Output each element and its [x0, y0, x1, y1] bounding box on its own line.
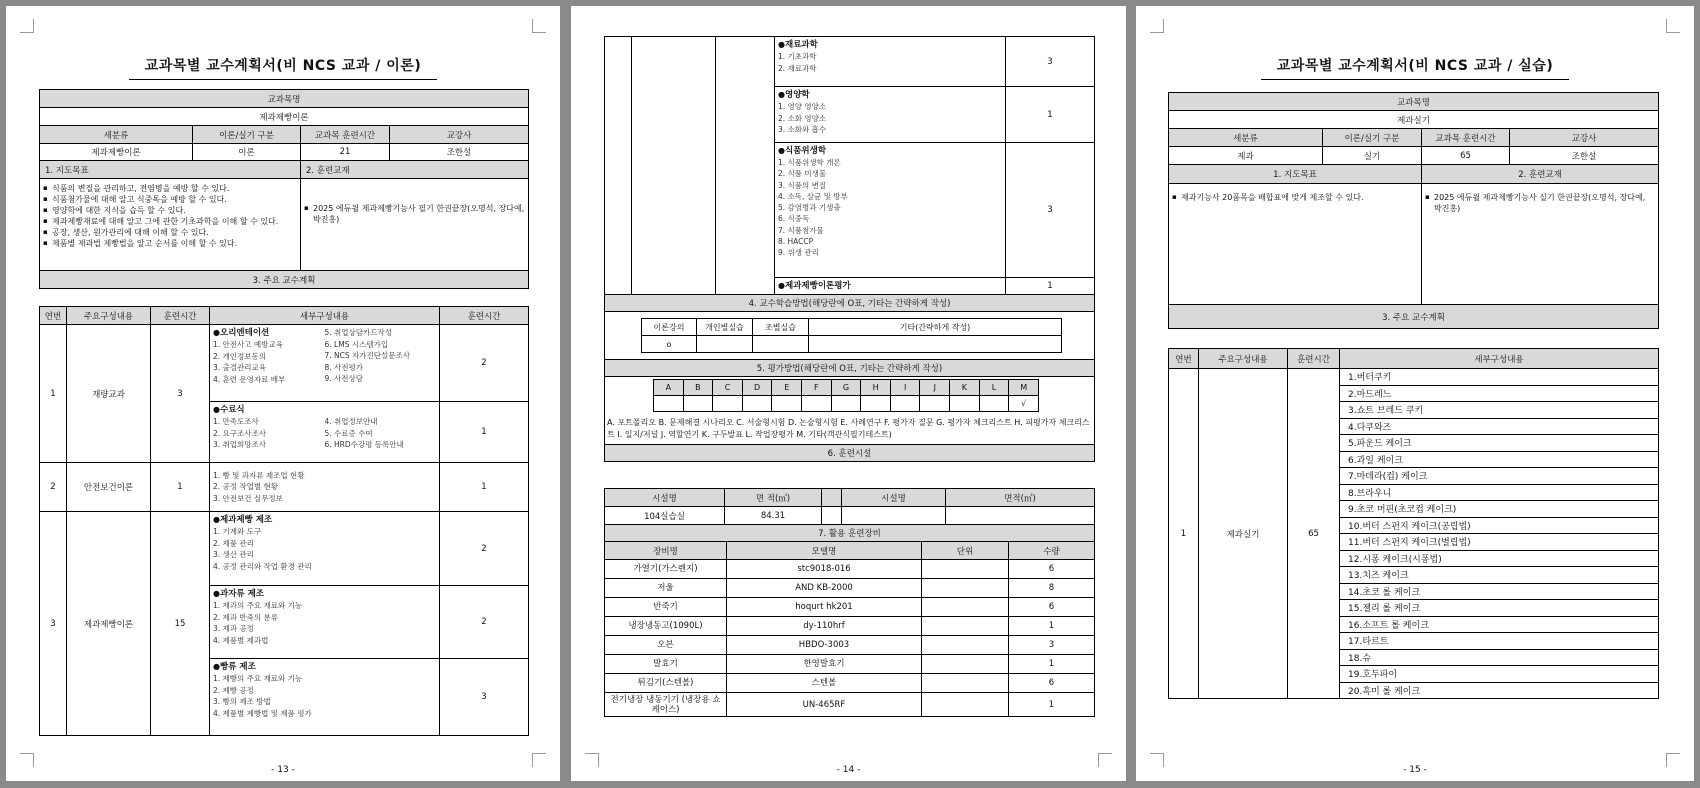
- equipment-header: 수량: [1009, 542, 1095, 560]
- table-row: [40, 325, 529, 402]
- eval-header: L: [979, 380, 1009, 396]
- row-main: 안전보건이론: [67, 463, 151, 512]
- header-no: 연번: [1169, 349, 1199, 369]
- eval-value: [920, 396, 950, 412]
- category-value: 제과: [1169, 147, 1323, 165]
- header-instructor: 교강사: [390, 126, 529, 144]
- equipment-cell: 3: [1009, 636, 1095, 655]
- equipment-cell: 튀김기(스텐볼): [605, 674, 727, 693]
- eval-header: F: [802, 380, 832, 396]
- goal-item: ▪ 공장, 생산, 원가관리에 대해 이해 할 수 있다.: [43, 227, 297, 238]
- list-item: 4. 제품별 제과법: [213, 635, 269, 645]
- facility-value: [842, 507, 946, 525]
- detail-hours: 1: [1006, 278, 1095, 295]
- facility-table: [604, 488, 1095, 542]
- list-item: 3. 식품의 변질: [778, 180, 827, 190]
- eval-header: G: [831, 380, 861, 396]
- table-row: [605, 560, 1095, 579]
- header-instructor: 교강사: [1510, 129, 1659, 147]
- practice-item: 18.슈: [1340, 649, 1659, 666]
- list-item: 1. 제빵의 주요 재료와 기능: [213, 674, 303, 683]
- list-item: 2. 제품 관리: [213, 538, 254, 548]
- method-value: [697, 336, 753, 353]
- header-hours: 교과목 훈련시간: [301, 126, 390, 144]
- header-hours: 교과목 훈련시간: [1422, 129, 1510, 147]
- goal-item: ▪ 식품첨가물에 대해 알고 식중독을 예방 할 수 있다.: [43, 194, 297, 205]
- course-label: 교과목명: [1169, 93, 1659, 111]
- equipment-cell: 1: [1009, 655, 1095, 674]
- detail-hours: 2: [440, 586, 529, 659]
- list-item: 8. HACCP: [778, 237, 814, 247]
- detail-cell: [210, 463, 440, 512]
- list-item: 2. 요구조사조사: [213, 428, 267, 438]
- list-item: 3. 제과 공정: [213, 624, 254, 633]
- practice-item: 19.호두파이: [1340, 666, 1659, 683]
- list-item: 4. 공정 관리와 작업 환경 관리: [213, 561, 312, 571]
- goal-item: ▪ 영양학에 대한 지식을 습득 할 수 있다.: [43, 205, 297, 216]
- header-detail: 세부구성내용: [1340, 349, 1659, 369]
- detail-hours: 1: [440, 463, 529, 512]
- equipment-cell: 스텐볼: [727, 674, 922, 693]
- eval-value: [683, 396, 713, 412]
- eval-value: [742, 396, 772, 412]
- plan-table: [39, 306, 529, 736]
- eval-header: M: [1009, 380, 1039, 396]
- detail-heading: ● 제과제빵이론평가: [778, 280, 1002, 292]
- practice-item: 12.시퐁 케이크(시퐁법): [1340, 550, 1659, 567]
- textbook-cell: [1422, 184, 1659, 305]
- goal-label: 1. 지도목표: [1169, 165, 1422, 184]
- course-info-table: [1168, 92, 1659, 329]
- plan-table: [1168, 348, 1659, 699]
- table-row: [605, 598, 1095, 617]
- list-item: 1. 영양 영양소: [778, 102, 827, 111]
- list-item: 3. 소화와 흡수: [778, 125, 827, 134]
- detail-heading: ● 식품위생학: [778, 145, 1002, 157]
- eval-header: E: [772, 380, 802, 396]
- equipment-cell: UN-465RF: [727, 693, 922, 717]
- practice-item: 14.초코 롤 케이크: [1340, 583, 1659, 600]
- page-number: - 13 -: [271, 765, 295, 775]
- method-header: 기타(간략하게 작성): [809, 319, 1062, 336]
- header-type: 이론/실기 구분: [1323, 129, 1422, 147]
- header-detail-hours: 훈련시간: [440, 307, 529, 325]
- equipment-cell: hoqurt hk201: [727, 598, 922, 617]
- equipment-cell: [922, 560, 1009, 579]
- table-row: [605, 37, 1095, 87]
- header-category: 세분류: [40, 126, 193, 144]
- row-hours: 3: [151, 325, 210, 463]
- list-item: 1. 기계와 도구: [213, 527, 262, 536]
- method-header: 개인별실습: [697, 319, 753, 336]
- eval-header: C: [713, 380, 743, 396]
- practice-item: 6.과일 케이크: [1340, 451, 1659, 468]
- list-item: 5. 감염병과 기생충: [778, 203, 841, 213]
- equipment-cell: 6: [1009, 674, 1095, 693]
- list-item: 4. 제품별 제빵법 및 제품 평가: [213, 708, 312, 718]
- list-item: 2. 재료과학: [778, 63, 817, 73]
- eval-value: [950, 396, 980, 412]
- practice-item: 7.마데라(컵) 케이크: [1340, 468, 1659, 485]
- hours-value: 65: [1422, 147, 1510, 165]
- eval-header: D: [742, 380, 772, 396]
- eval-value: [890, 396, 920, 412]
- table-row: [605, 693, 1095, 717]
- equipment-label: 7. 활용 훈련장비: [605, 525, 1095, 542]
- row-main: 제과실기: [1199, 369, 1288, 699]
- practice-item: 13.치즈 케이크: [1340, 567, 1659, 584]
- list-item: 4. 취업정보안내: [324, 417, 378, 426]
- equipment-cell: 발효기: [605, 655, 727, 674]
- course-info-table: [39, 89, 529, 289]
- table-row: [605, 579, 1095, 598]
- eval-value: [979, 396, 1009, 412]
- facility-header: 면적(㎡): [946, 489, 1095, 507]
- equipment-cell: 가열기(가스렌지): [605, 560, 727, 579]
- table-row: [40, 512, 529, 586]
- list-item: 1. 식품위생학 개론: [778, 158, 841, 167]
- row-no: [605, 37, 632, 295]
- equipment-cell: HBDO-3003: [727, 636, 922, 655]
- goal-item: ▪ 제품별 제과법 제빵법을 알고 순서를 이해 할 수 있다.: [43, 238, 297, 249]
- goal-list: [43, 183, 297, 249]
- detail-hours: 2: [440, 512, 529, 586]
- course-name: 제과제빵이론: [40, 108, 529, 126]
- detail-heading: ● 빵류 제조: [213, 661, 436, 673]
- row-main: 재량교과: [67, 325, 151, 463]
- facility-value: 104실습실: [605, 507, 725, 525]
- equipment-cell: 냉장냉동고(1090L): [605, 617, 727, 636]
- practice-item: 10.버터 스펀지 케이크(공립법): [1340, 517, 1659, 534]
- practice-item: 3.쇼트 브레드 쿠키: [1340, 402, 1659, 419]
- textbook-label: 2. 훈련교재: [301, 161, 529, 179]
- eval-value: [654, 396, 684, 412]
- list-item: 9. 위생 관리: [778, 248, 819, 258]
- crop-mark: [532, 19, 546, 33]
- eval-table: [653, 379, 1039, 412]
- eval-header: J: [920, 380, 950, 396]
- page-15: [1136, 6, 1694, 781]
- practice-item: 16.소프트 롤 케이크: [1340, 616, 1659, 633]
- practice-item: 5.파운드 케이크: [1340, 435, 1659, 452]
- goal-cell: [1169, 184, 1422, 305]
- eval-header: I: [890, 380, 920, 396]
- detail-cell: [210, 586, 440, 659]
- equipment-cell: [922, 674, 1009, 693]
- practice-item: 4.다쿠와즈: [1340, 418, 1659, 435]
- row-no: 2: [40, 463, 67, 512]
- list-item: 4. 훈련 운영자료 배부: [213, 374, 286, 384]
- detail-cell: [210, 402, 440, 463]
- eval-value: [713, 396, 743, 412]
- crop-mark: [1666, 19, 1680, 33]
- method-header: 조별실습: [753, 319, 809, 336]
- instructor-value: 조한설: [390, 144, 529, 161]
- eval-value: [861, 396, 891, 412]
- table-row: [605, 617, 1095, 636]
- textbook-cell: [301, 179, 529, 271]
- list-item: 1. 만족도조사: [213, 417, 259, 426]
- list-item: 5. 수료증 수여: [324, 428, 373, 438]
- equipment-cell: [922, 693, 1009, 717]
- eval-header: A: [654, 380, 684, 396]
- equipment-table: [604, 541, 1095, 717]
- practice-item: 17.타르트: [1340, 633, 1659, 650]
- row-no: 1: [40, 325, 67, 463]
- list-item: 2. 소화 영양소: [778, 113, 827, 123]
- equipment-cell: [922, 579, 1009, 598]
- method-label: 4. 교수학습방법(해당란에 O표, 기타는 간략하게 작성): [605, 295, 1095, 312]
- table-row: [605, 655, 1095, 674]
- type-value: 이론: [193, 144, 301, 161]
- table-row: [605, 636, 1095, 655]
- method-value: o: [642, 336, 697, 353]
- course-label: 교과목명: [40, 90, 529, 108]
- page-number: - 14 -: [836, 765, 861, 775]
- list-item: 7. 식품첨가물: [778, 225, 824, 235]
- detail-cell: [210, 659, 440, 736]
- method-value: [809, 336, 1062, 353]
- table-row: [40, 463, 529, 512]
- detail-hours: 1: [440, 402, 529, 463]
- detail-hours: 1: [1006, 87, 1095, 143]
- page-14: [571, 6, 1126, 781]
- facility-header: 면 적(㎡): [725, 489, 822, 507]
- practice-item: 11.버터 스펀지 케이크(별립법): [1340, 534, 1659, 551]
- list-item: 6. LMS 시스템가입: [324, 339, 389, 349]
- list-item: 2. 제과 반죽의 분류: [213, 612, 279, 622]
- equipment-cell: 전기냉장 냉동기기 (냉장용 쇼케이스): [605, 693, 727, 717]
- detail-heading: ● 과자류 제조: [213, 588, 436, 600]
- equipment-cell: 6: [1009, 598, 1095, 617]
- practice-item: 20.흑미 롤 케이크: [1340, 682, 1659, 699]
- plan-table-continued: [604, 36, 1095, 462]
- header-type: 이론/실기 구분: [193, 126, 301, 144]
- eval-value: √: [1009, 396, 1039, 412]
- method-cell: [605, 312, 1095, 360]
- practice-item: 8.브라우니: [1340, 484, 1659, 501]
- plan-label: 3. 주요 교수계획: [40, 271, 529, 289]
- list-item: 3. 안전보건 실무정보: [213, 493, 283, 503]
- method-value: [753, 336, 809, 353]
- facility-spacer: [822, 489, 842, 507]
- goal-list-cell: [40, 179, 301, 271]
- method-table: [641, 318, 1062, 353]
- equipment-cell: 반죽기: [605, 598, 727, 617]
- equipment-cell: [922, 617, 1009, 636]
- facility-value: [946, 507, 1095, 525]
- detail-cell: [210, 512, 440, 586]
- detail-cell: [775, 143, 1006, 278]
- equipment-cell: [922, 655, 1009, 674]
- eval-legend: A. 포트폴리오 B. 문제해결 시나리오 C. 서술형시험 D. 논술형시험 E. 사례연구 F. 평가자 질문 G. 평가자 체크리스트 H. 피평가자 체크리스트 I. 일지/저널 J. 역할연기 K. 구두발표 L. 작업장평가 M. 기타(객관식필기테스트): [607, 418, 1090, 439]
- detail-heading: ● 수료식: [213, 404, 436, 416]
- header-main: 주요구성내용: [1199, 349, 1288, 369]
- row-no: 3: [40, 512, 67, 736]
- detail-hours: 3: [440, 659, 529, 736]
- textbook-item: ▪ 2025 에듀윌 제과제빵기능사 필기 한권끝장(오명석, 장다예, 박진홍): [304, 203, 525, 225]
- eval-label: 5. 평가방법(해당란에 O표, 기타는 간략하게 작성): [605, 360, 1095, 377]
- detail-cell: [210, 325, 440, 402]
- facility-header: 시설명: [605, 489, 725, 507]
- eval-value: [802, 396, 832, 412]
- detail-cell: [775, 87, 1006, 143]
- list-item: 3. 취업희망조사: [213, 440, 267, 449]
- row-hours: [716, 37, 775, 295]
- page-title: 교과목별 교수계획서(비 NCS 교과 / 이론): [6, 55, 560, 80]
- table-row: [1169, 369, 1659, 386]
- detail-heading: ● 제과제빵 제조: [213, 514, 436, 526]
- header-hours: 훈련시간: [1288, 349, 1340, 369]
- textbook-label: 2. 훈련교재: [1422, 165, 1659, 184]
- header-category: 세분류: [1169, 129, 1323, 147]
- eval-header: H: [861, 380, 891, 396]
- goal-label: 1. 지도목표: [40, 161, 301, 179]
- detail-cell: [775, 37, 1006, 87]
- type-value: 실기: [1323, 147, 1422, 165]
- textbook-item: ▪ 2025 에듀윌 제과제빵기능사 실기 한권끝장(오명석, 장다예, 박진홍): [1425, 192, 1655, 214]
- row-hours: 65: [1288, 369, 1340, 699]
- equipment-cell: dy-110hrf: [727, 617, 922, 636]
- list-item: 2. 개인정보동의: [213, 351, 267, 361]
- instructor-value: 조한설: [1510, 147, 1659, 165]
- goal-item: ▪ 제과제빵재료에 대해 알고 그에 관한 기초과학을 이해 할 수 있다.: [43, 216, 297, 227]
- detail-heading: ● 영양학: [778, 89, 1002, 101]
- detail-hours: 3: [1006, 143, 1095, 278]
- detail-heading: ● 재료과학: [778, 39, 1002, 51]
- eval-cell: [605, 377, 1095, 445]
- page-13: [6, 6, 560, 781]
- eval-value: [831, 396, 861, 412]
- practice-item: 9.초코 머핀(초코컵 케이크): [1340, 501, 1659, 518]
- facility-spacer: [822, 507, 842, 525]
- page-number: - 15 -: [1403, 765, 1427, 775]
- list-item: 1. 안전사고 예방교육: [213, 340, 283, 349]
- equipment-header: 단위: [922, 542, 1009, 560]
- row-main: [632, 37, 716, 295]
- crop-mark: [1150, 19, 1164, 33]
- list-item: 7. NCS 자가진단설문조사: [324, 351, 410, 360]
- header-no: 연번: [40, 307, 67, 325]
- method-header: 이론강의: [642, 319, 697, 336]
- equipment-cell: 오븐: [605, 636, 727, 655]
- detail-hours: 3: [1006, 37, 1095, 87]
- practice-item: 2.마드레느: [1340, 385, 1659, 402]
- facility-value: 84.31: [725, 507, 822, 525]
- list-item: 1. 제과의 주요 재료와 기능: [213, 601, 303, 610]
- list-item: 3. 출결관리교육: [213, 363, 267, 372]
- list-item: 1. 빵 및 과자류 제조업 현황: [213, 470, 305, 480]
- row-no: 1: [1169, 369, 1199, 699]
- list-item: 4. 소독, 살균 및 방부: [778, 191, 848, 201]
- list-item: 2. 식품 미생물: [778, 169, 827, 179]
- equipment-cell: 1: [1009, 693, 1095, 717]
- list-item: 6. 식중독: [778, 214, 810, 224]
- equipment-cell: stc9018-016: [727, 560, 922, 579]
- page-title: 교과목별 교수계획서(비 NCS 교과 / 실습): [1136, 55, 1694, 80]
- hours-value: 21: [301, 144, 390, 161]
- practice-item: 1.버터쿠키: [1340, 369, 1659, 386]
- equipment-cell: 한영발효기: [727, 655, 922, 674]
- list-item: 2. 제빵 공정: [213, 685, 254, 695]
- list-item: 3. 빵의 제조 방법: [213, 697, 271, 706]
- equipment-cell: 1: [1009, 617, 1095, 636]
- eval-header: K: [950, 380, 980, 396]
- row-main: 제과제빵이론: [67, 512, 151, 736]
- header-hours: 훈련시간: [151, 307, 210, 325]
- list-item: 9. 사전상담: [324, 374, 364, 383]
- equipment-cell: AND KB-2000: [727, 579, 922, 598]
- facility-label: 6. 훈련시설: [605, 445, 1095, 462]
- category-value: 제과제빵이론: [40, 144, 193, 161]
- equipment-cell: 저울: [605, 579, 727, 598]
- equipment-cell: 6: [1009, 560, 1095, 579]
- table-row: [605, 674, 1095, 693]
- equipment-header: 모델명: [727, 542, 922, 560]
- list-item: 5. 취업상담카드작성: [324, 328, 392, 337]
- equipment-cell: 8: [1009, 579, 1095, 598]
- detail-hours: 2: [440, 325, 529, 402]
- crop-mark: [20, 19, 34, 33]
- goal-item: ▪ 제과기능사 20품목을 배합표에 맞게 제조할 수 있다.: [1172, 192, 1418, 203]
- list-item: 2. 공정 작업별 현황: [213, 482, 279, 492]
- row-hours: 15: [151, 512, 210, 736]
- plan-label: 3. 주요 교수계획: [1169, 305, 1659, 329]
- equipment-cell: [922, 598, 1009, 617]
- course-name: 제과실기: [1169, 111, 1659, 129]
- row-hours: 1: [151, 463, 210, 512]
- equipment-header: 장비명: [605, 542, 727, 560]
- eval-header: B: [683, 380, 713, 396]
- practice-item: 15.젤리 롤 케이크: [1340, 600, 1659, 617]
- eval-value: [772, 396, 802, 412]
- header-main: 주요구성내용: [67, 307, 151, 325]
- list-item: 3. 생산 관리: [213, 550, 254, 559]
- list-item: 6. HRD수강평 등록안내: [324, 440, 404, 449]
- equipment-cell: [922, 636, 1009, 655]
- facility-header: 시설명: [842, 489, 946, 507]
- goal-item: ▪ 식품의 변질을 관리하고, 전염병을 예방 할 수 있다.: [43, 183, 297, 194]
- detail-heading: ● 오리엔테이션: [213, 327, 325, 339]
- detail-cell: [775, 278, 1006, 295]
- list-item: 8. 사전평가: [324, 362, 364, 372]
- header-detail: 세부구성내용: [210, 307, 440, 325]
- list-item: 1. 기초과학: [778, 52, 817, 61]
